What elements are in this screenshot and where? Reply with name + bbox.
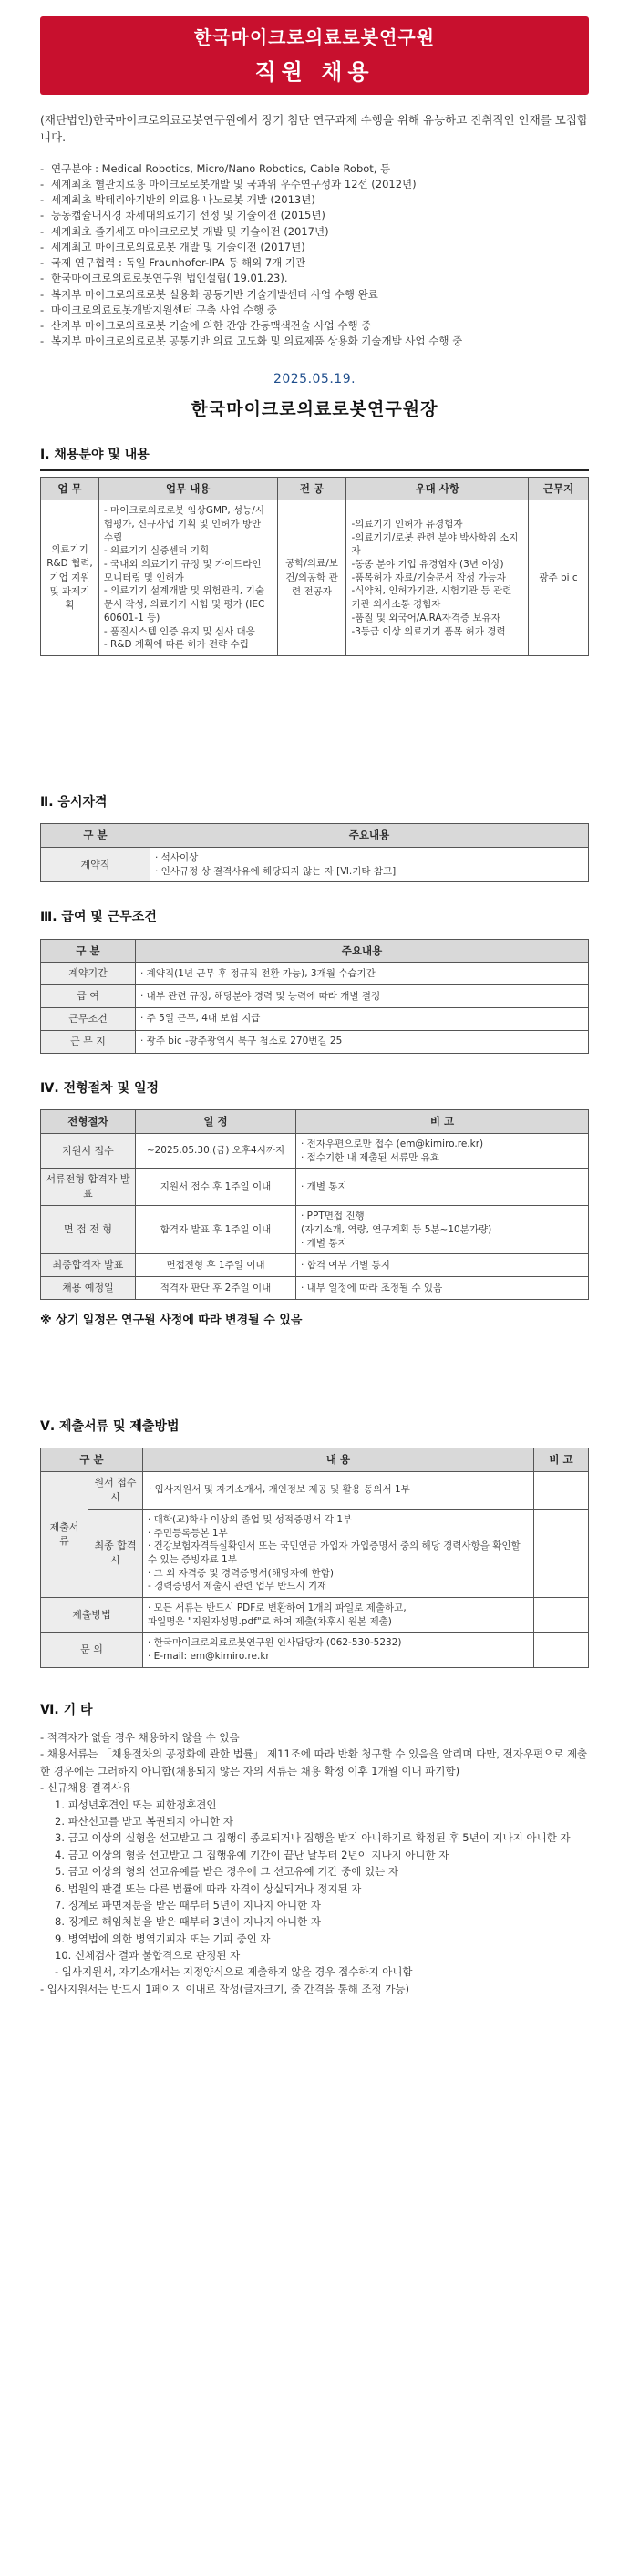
duty-item: - R&D 계획에 따른 허가 전략 수립: [103, 639, 249, 651]
preference-item: -품목허가 자료/기술문서 작성 가능자: [351, 572, 506, 583]
highlight-item: - 연구분야 : Medical Robotics, Micro/Nano Robotics, Cable Robot, 등: [40, 161, 589, 177]
highlight-item: - 세계최고 마이크로의료로봇 개발 및 기술이전 (2017년): [40, 240, 589, 255]
misc-item: 7. 징계로 파면처분을 받은 때부터 5년이 지나지 아니한 자: [55, 1898, 321, 1911]
notes-empty: [534, 1471, 589, 1509]
misc-item: 1. 피성년후견인 또는 피한정후견인: [55, 1798, 217, 1811]
sub-label: 원서 접수 시: [88, 1471, 143, 1509]
duty-item: - 마이크로의료로봇 임상GMP, 성능/시험평가, 신규사업 기획 및 인허가 방안 수립: [103, 505, 264, 543]
section-2-title: Ⅱ. 응시자격: [40, 794, 108, 809]
intro-text: (재단법인)한국마이크로의료로봇연구원에서 장기 첨단 연구과제 수행을 위해 유능하고 진취적인 인재를 모집합니다.: [40, 112, 588, 145]
misc-item: 2. 파산선고를 받고 복권되지 아니한 자: [55, 1814, 233, 1828]
sub-label: 최종 합격 시: [88, 1509, 143, 1597]
doc-item: · 대학(교)학사 이상의 졸업 및 성적증명서 각 1부: [148, 1513, 353, 1525]
section-3-title: Ⅲ. 급여 및 근무조건: [40, 910, 157, 925]
section-1-title: Ⅰ. 채용분야 및 내용: [40, 446, 589, 470]
table-row: [41, 1031, 589, 1054]
duties-cell: [98, 500, 277, 656]
contact-item: · 한국마이크로의료로봇연구원 인사담당자 (062-530-5232): [148, 1637, 402, 1649]
doc-item: · 주민등록등본 1부: [148, 1527, 228, 1539]
doc-item: · 그 외 자격증 및 경력증명서(해당자에 한함): [148, 1567, 334, 1579]
row-value: · 내부 관련 규정, 해당분야 경력 및 능력에 따라 개별 결정: [136, 985, 589, 1008]
contact-label: 문 의: [41, 1633, 143, 1667]
highlight-item: - 복지부 마이크로의료로봇 실용화 공동기반 기술개발센터 사업 수행 완료: [40, 287, 589, 303]
notes-cell: [296, 1254, 589, 1277]
row-label: 급 여: [41, 985, 136, 1008]
misc-item: 10. 신체검사 결과 불합격으로 판정된 자: [55, 1949, 241, 1963]
misc-item: - 입사지원서, 자기소개서는 지정양식으로 제출하지 않을 경우 접수하지 아니함: [55, 1965, 413, 1979]
qualification-table: [40, 823, 589, 882]
duty-item: - 품질시스템 인증 유지 및 심사 대응: [103, 625, 255, 637]
header-category: 구 분: [41, 939, 136, 963]
misc-item: - 신규채용 결격사유: [40, 1781, 132, 1795]
documents-table: [40, 1448, 589, 1667]
table-row: [41, 985, 589, 1008]
note-item: · 개별 통지: [301, 1180, 347, 1192]
major-cell: 공학/의료/보건/의공학 관련 전공자: [277, 500, 346, 656]
step-cell: 최종합격자 발표: [41, 1254, 136, 1277]
preference-item: -동종 분야 기업 유경험자 (3년 이상): [351, 559, 504, 571]
table-row: [41, 1471, 589, 1509]
recruitment-table: [40, 477, 589, 656]
preferences-cell: [346, 500, 529, 656]
highlight-item: - 세계최초 박테리아기반의 의료용 나노로봇 개발 (2013년): [40, 192, 589, 208]
posting-date: 2025.05.19.: [273, 371, 356, 386]
note-item: · 전자우편으로만 접수 (em@kimiro.re.kr): [301, 1138, 484, 1149]
row-label: 근무조건: [41, 1008, 136, 1031]
header-preferences: 우대 사항: [346, 477, 529, 500]
doc-item: - 경력증명서 제출시 관련 업무 반드시 기재: [148, 1581, 327, 1592]
notes-cell: [296, 1277, 589, 1300]
group-label: 제출서류: [41, 1471, 88, 1597]
table-header-row: [41, 477, 589, 500]
step-cell: 서류전형 합격자 발표: [41, 1169, 136, 1206]
table-row: [41, 1169, 589, 1206]
table-row: [41, 1633, 589, 1667]
duty-item: - 국내외 의료기기 규정 및 가이드라인 모니터링 및 인허가: [103, 559, 262, 583]
method-item: · 모든 서류는 반드시 PDF로 변환하여 1개의 파일로 제출하고,: [148, 1602, 407, 1613]
misc-item: 8. 징계로 해임처분을 받은 때부터 3년이 지나지 아니한 자: [55, 1915, 321, 1929]
header-content: 주요내용: [150, 824, 589, 848]
notes-empty: [534, 1509, 589, 1597]
qualification-cell: [150, 847, 589, 881]
misc-item: 4. 금고 이상의 형을 선고받고 그 집행유예 기간이 끝난 날부터 2년이 지나지 아니한 자: [55, 1848, 449, 1861]
header-notes: 비 고: [534, 1448, 589, 1472]
table-row: [41, 1277, 589, 1300]
table-row: [41, 500, 589, 656]
preference-item: -품질 및 외국어/A.RA자격증 보유자: [351, 612, 500, 623]
misc-item: - 적격자가 없을 경우 채용하지 않을 수 있음: [40, 1731, 240, 1744]
notes-cell: [296, 1133, 589, 1168]
duty-item: - 의료기기 설계개발 및 위험관리, 기술 문서 작성, 의료기기 시험 및 평가 (IEC 60601-1 등): [103, 585, 265, 623]
qualification-item: · 인사규정 상 결격사유에 해당되지 않는 자 [Ⅵ.기타 참고]: [155, 865, 397, 877]
notes-empty: [534, 1633, 589, 1667]
row-label: 계약직: [41, 847, 150, 881]
table-row: [41, 847, 589, 881]
header-content: 주요내용: [136, 939, 589, 963]
row-value: · 주 5일 근무, 4대 보험 지급: [136, 1008, 589, 1031]
method-item: 파일명은 "지원자성명.pdf"로 하여 제출(차후시 원본 제출): [148, 1615, 392, 1627]
row-label: 근 무 지: [41, 1031, 136, 1054]
qualification-item: · 석사이상: [155, 851, 199, 863]
notes-empty: [534, 1597, 589, 1632]
highlight-item: - 마이크로의료로봇개발지원센터 구축 사업 수행 중: [40, 303, 589, 318]
preference-item: -3등급 이상 의료기기 품목 허가 경력: [351, 625, 506, 637]
sub-value: · 입사지원서 및 자기소개서, 개인정보 제공 및 활용 동의서 1부: [143, 1471, 534, 1509]
schedule-cell: ~2025.05.30.(금) 오후4시까지: [136, 1133, 296, 1168]
table-row: [41, 1597, 589, 1632]
duty-item: - 의료기기 실증센터 기획: [103, 545, 210, 557]
title-banner: [40, 16, 589, 95]
note-item: (자기소개, 역량, 연구계획 등 5분~10분가량): [301, 1223, 492, 1235]
preference-item: -의료기기/로봇 관련 분야 박사학위 소지자: [351, 531, 519, 557]
conditions-table: [40, 939, 589, 1054]
row-label: 계약기간: [41, 963, 136, 985]
row-value: · 계약직(1년 근무 후 정규직 전환 가능), 3개월 수습기간: [136, 963, 589, 985]
header-major: 전 공: [277, 477, 346, 500]
note-item: · PPT면접 진행: [301, 1211, 365, 1222]
table-row: [41, 1008, 589, 1031]
header-category: 구 분: [41, 824, 150, 848]
row-value: · 광주 bic -광주광역시 북구 첨소로 270번길 25: [136, 1031, 589, 1054]
schedule-cell: 지원서 접수 후 1주일 이내: [136, 1169, 296, 1206]
banner-title: 직원 채용: [254, 59, 375, 85]
final-docs-cell: [143, 1509, 534, 1597]
header-schedule: 일 정: [136, 1110, 296, 1134]
misc-item: 3. 금고 이상의 실형을 선고받고 그 집행이 종료되거나 집행을 받지 아니하기로 확정된 후 5년이 지나지 아니한 자: [55, 1831, 571, 1845]
header-duties: 업무 내용: [98, 477, 277, 500]
table-row: [41, 963, 589, 985]
schedule-cell: 적격자 판단 후 2주일 이내: [136, 1277, 296, 1300]
misc-item: - 입사지원서는 반드시 1페이지 이내로 작성(글자크기, 줄 간격을 통해 조정 가능): [40, 1982, 410, 1995]
doc-item: · 건강보험자격득실확인서 또는 국민연금 가입자 가입증명서 중의 해당 경력사항을 확인할 수 있는 증빙자료 1부: [148, 1540, 521, 1565]
table-row: [41, 1509, 589, 1597]
step-cell: 면 접 전 형: [41, 1206, 136, 1254]
banner-org: 한국마이크로의료로봇연구원: [193, 26, 436, 48]
misc-item: 5. 금고 이상의 형의 선고유예를 받은 경우에 그 선고유예 기간 중에 있는 자: [55, 1865, 398, 1879]
header-step: 전형절차: [41, 1110, 136, 1134]
field-cell: 의료기기 R&D 협력, 기업 지원 및 과제기획: [41, 500, 99, 656]
preference-item: -의료기기 인허가 유경험자: [351, 519, 463, 531]
misc-list: [40, 1729, 589, 1997]
notes-cell: [296, 1169, 589, 1206]
section-6-title: Ⅵ. 기 타: [40, 1702, 93, 1717]
misc-item: - 채용서류는 「채용절차의 공정화에 관한 법률」 제11조에 따라 반환 청구할 수 있음을 알리며 다만, 전자우편으로 제출한 경우에는 그러하지 아니함(채용되지 않은 자의 서류는 채용 확정 이후 1개월 이내 파기함): [40, 1747, 588, 1777]
note-item: · 합격 여부 개별 통지: [301, 1259, 390, 1271]
schedule-cell: 면접전형 후 1주일 이내: [136, 1254, 296, 1277]
table-row: [41, 1133, 589, 1168]
step-cell: 지원서 접수: [41, 1133, 136, 1168]
header-notes: 비 고: [296, 1110, 589, 1134]
highlight-item: - 세계최초 혈관치료용 마이크로로봇개발 및 국과위 우수연구성과 12선 (2012년): [40, 177, 589, 192]
note-item: · 접수기한 내 제출된 서류만 유효: [301, 1151, 439, 1163]
contact-email[interactable]: · E-mail: em@kimiro.re.kr: [148, 1651, 270, 1663]
schedule-table: [40, 1109, 589, 1300]
header-location: 근무지: [529, 477, 589, 500]
contact-cell: [143, 1633, 534, 1667]
highlight-item: - 국제 연구협력 : 독일 Fraunhofer-IPA 등 해외 7개 기관: [40, 255, 589, 271]
notes-cell: [296, 1206, 589, 1254]
method-label: 제출방법: [41, 1597, 143, 1632]
note-item: · 내부 일정에 따라 조정될 수 있음: [301, 1282, 443, 1293]
misc-item: 9. 병역법에 의한 병역기피자 또는 기피 중인 자: [55, 1932, 271, 1945]
section-5-title: Ⅴ. 제출서류 및 제출방법: [40, 1418, 180, 1434]
highlights-list: [40, 161, 589, 350]
schedule-notice: ※ 상기 일정은 연구원 사정에 따라 변경될 수 있음: [40, 1314, 303, 1328]
highlight-item: - 복지부 마이크로의료로봇 공통기반 의료 고도화 및 의료제품 상용화 기술개발 사업 수행 중: [40, 334, 589, 349]
table-row: [41, 1254, 589, 1277]
table-row: [41, 1206, 589, 1254]
highlight-item: - 세계최초 줄기세포 마이크로로봇 개발 및 기술이전 (2017년): [40, 224, 589, 240]
note-item: · 개별 통지: [301, 1237, 347, 1249]
header-category: 구 분: [41, 1448, 143, 1472]
section-4-title: Ⅳ. 전형절차 및 일정: [40, 1080, 159, 1096]
method-cell: [143, 1597, 534, 1632]
header-field: 업 무: [41, 477, 99, 500]
preference-item: -식약처, 인허가기관, 시험기관 등 관련 기관 외사소통 경험자: [351, 585, 512, 611]
header-content: 내 용: [143, 1448, 534, 1472]
highlight-item: - 산자부 마이크로의료로봇 기술에 의한 간암 간동맥색전술 사업 수행 중: [40, 318, 589, 334]
president-signature: 한국마이크로의료로봇연구원장: [191, 398, 438, 419]
step-cell: 채용 예정일: [41, 1277, 136, 1300]
schedule-cell: 합격자 발표 후 1주일 이내: [136, 1206, 296, 1254]
highlight-item: - 한국마이크로의료로봇연구원 법인설립('19.01.23).: [40, 271, 589, 286]
location-cell: 광주 bi c: [529, 500, 589, 656]
highlight-item: - 능동캡슐내시경 차세대의료기기 선정 및 기술이전 (2015년): [40, 208, 589, 223]
misc-item: 6. 법원의 판결 또는 다른 법률에 따라 자격이 상실되거나 정지된 자: [55, 1881, 362, 1895]
